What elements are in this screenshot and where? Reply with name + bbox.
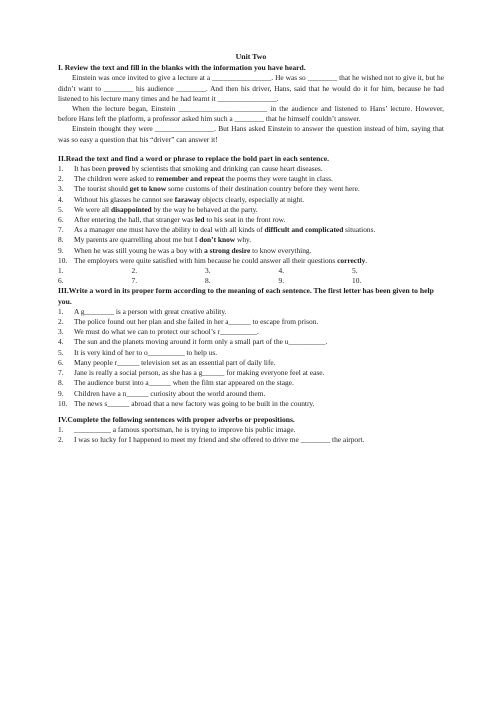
item-number: 10. (58, 255, 68, 265)
item-number: 2. (58, 435, 64, 445)
list-item (58, 317, 444, 327)
list-item (58, 184, 444, 194)
item-number: 8. (58, 378, 64, 388)
bold-phrase: proved (107, 164, 130, 174)
item-number: 6. (58, 215, 64, 225)
item-text: objects clearly, especially at night. (200, 194, 305, 204)
item-number: 4. (58, 337, 64, 347)
section-4-heading: IV.Complete the following sentences with proper adverbs or prepositions. (58, 414, 295, 424)
bold-phrase: don’t know (199, 235, 236, 245)
answer-slot: 3. (205, 266, 211, 276)
list-item (58, 348, 444, 358)
section-4-list (58, 425, 444, 445)
bold-phrase: disappointed (110, 204, 152, 214)
item-number: 3. (58, 184, 64, 194)
bold-phrase: difficult and complicated (264, 225, 344, 235)
item-text: Children have a n______ curiosity about the world around them. (74, 388, 266, 398)
item-text: Jane is really a social person, as she has a g______ for making everyone feel at ease. (74, 368, 325, 378)
answer-row-1 (58, 266, 444, 276)
item-number: 9. (58, 388, 64, 398)
answer-slot: 9. (278, 276, 285, 286)
list-item (58, 215, 444, 225)
item-text: When he was still young he was a boy with (74, 245, 205, 255)
list-item (58, 368, 444, 378)
item-text: why. (235, 235, 252, 245)
item-text: Without his glasses he cannot see (74, 194, 175, 204)
item-text: to his seat in the front row. (204, 215, 286, 225)
list-item (58, 205, 444, 215)
bold-phrase: get to know (129, 184, 167, 194)
item-number: 9. (58, 245, 64, 255)
item-text: . (365, 255, 368, 265)
bold-phrase: correctly (337, 255, 366, 265)
answer-slot: 8. (205, 276, 211, 286)
answer-slot: 10. (352, 276, 362, 286)
list-item (58, 307, 444, 317)
item-text: to know everything. (250, 245, 312, 255)
item-number: 7. (58, 225, 64, 235)
list-item (58, 327, 444, 337)
list-item (58, 174, 444, 184)
item-text: The tourist should (74, 184, 130, 194)
section-2-list (58, 164, 444, 266)
list-item (58, 225, 444, 235)
section-3-heading: III.Write a word in its proper form according to the meaning of each sentence. The first letter has been given to help you. (58, 286, 434, 306)
bold-phrase: a strong desire (204, 245, 251, 255)
list-item (58, 235, 444, 245)
item-text: It is very kind of her to o__________ to help us. (74, 347, 218, 357)
item-text: My parents are quarrelling about me but I (74, 235, 200, 245)
item-text: the poems they were taught in class. (224, 174, 333, 184)
list-item (58, 389, 444, 399)
item-text: We were all (74, 204, 111, 214)
item-number: 5. (58, 204, 64, 214)
page-title: Unit Two (235, 52, 267, 61)
item-number: 7. (58, 368, 64, 378)
list-item (58, 337, 444, 347)
item-text: __________ a famous sportsman, he is trying to improve his public image. (74, 425, 296, 435)
item-number: 2. (58, 317, 64, 327)
item-number: 1. (58, 306, 64, 316)
item-text: by the way he behaved at the party. (151, 204, 258, 214)
section-1-paragraph-3: Einstein thought they were ________________. But Hans asked Einstein to answer the question instead of him, saying that was so easy a question that his “driver” can answer it! (58, 124, 444, 144)
item-number: 5. (58, 347, 64, 357)
item-text: It has been (74, 164, 108, 174)
answer-slot: 7. (131, 276, 138, 286)
answer-slot: 4. (278, 266, 285, 276)
item-text: by scientists that smoking and drinking can cause heart diseases. (129, 164, 323, 174)
item-number: 3. (58, 327, 64, 337)
item-text: situations. (343, 225, 376, 235)
item-text: Many people r______ television set as an essential part of daily life. (74, 357, 276, 367)
answer-slot: 1. (58, 266, 64, 276)
item-text: As a manager one must have the ability to deal with all kinds of (74, 225, 265, 235)
item-number: 8. (58, 235, 64, 245)
item-number: 1. (58, 164, 64, 174)
list-item (58, 425, 444, 435)
item-text: A g________ is a person with great creative ability. (74, 306, 227, 316)
answer-slot: 2. (131, 266, 138, 276)
answer-slot: 5. (352, 266, 358, 276)
worksheet-page (58, 52, 444, 446)
item-number: 1. (58, 425, 64, 435)
list-item (58, 435, 444, 445)
list-item (58, 256, 444, 266)
answer-slot: 6. (58, 276, 64, 286)
section-1-paragraph-1: Einstein was once invited to give a lecture at a ________________. He was so ________ that he wished not to give it, but he didn’t want to ________ his audience ________. And then his driver, Hans, said that he would do it for him, because he had listened to his lecture many times and he had learnt it ________________. (58, 73, 444, 103)
list-item (58, 399, 444, 409)
section-1-heading: I. Review the text and fill in the blanks with the information you have heard. (58, 63, 306, 73)
bold-phrase: led (195, 215, 205, 225)
list-item (58, 246, 444, 256)
answer-row-2 (58, 276, 444, 286)
item-text: The news s______ abroad that a new factory was going to be built in the country. (74, 398, 315, 408)
item-text: We must do what we can to protect our school’s r__________. (74, 327, 259, 337)
item-text: The police found out her plan and she failed in her a______ to escape from prison. (74, 317, 319, 327)
list-item (58, 358, 444, 368)
section-3-list (58, 307, 444, 409)
bold-phrase: remember and repeat (155, 174, 225, 184)
list-item (58, 164, 444, 174)
item-number: 10. (58, 398, 68, 408)
bold-phrase: faraway (174, 194, 201, 204)
list-item (58, 195, 444, 205)
section-1-paragraph-2: When the lecture began, Einstein ________________________ in the audience and listened to Hans’ lecture. However, before Hans left the platform, a professor asked him such a ________ that he himself couldn’t answer. (58, 104, 444, 124)
item-text: some customs of their destination country before they went here. (166, 184, 360, 194)
item-text: The audience burst into a______ when the film star appeared on the stage. (74, 378, 294, 388)
item-text: The employers were quite satisfied with him because he could answer all their questions (74, 255, 338, 265)
item-text: The children were asked to (74, 174, 156, 184)
item-text: I was so lucky for I happened to meet my friend and she offered to drive me ________ the airport. (74, 435, 365, 445)
list-item (58, 378, 444, 388)
item-number: 6. (58, 357, 64, 367)
item-number: 4. (58, 194, 64, 204)
item-text: The sun and the planets moving around it form only a small part of the u__________. (74, 337, 328, 347)
item-number: 2. (58, 174, 64, 184)
item-text: After entering the hall, that stranger was (74, 215, 196, 225)
section-2-heading: II.Read the text and find a word or phrase to replace the bold part in each sentence. (58, 153, 329, 163)
